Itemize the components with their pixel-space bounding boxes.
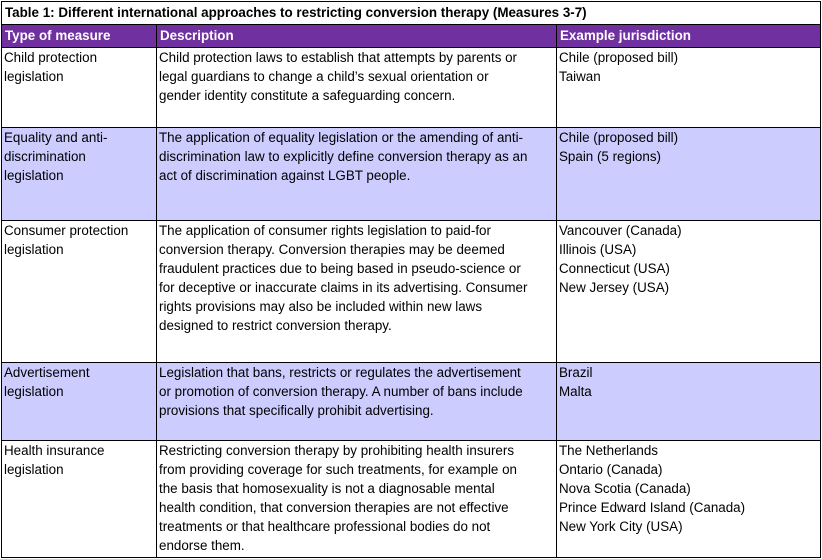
measure-type-cell: Health insurance legislation	[2, 441, 157, 558]
table-row	[2, 221, 821, 363]
table-header-row	[2, 25, 821, 48]
description-cell: Child protection laws to establish that attempts by parents or legal guardians to change a child’s sexual orientation or gender identity constitute a safeguarding concern.	[157, 48, 557, 128]
table-row	[2, 363, 821, 441]
header-description: Description	[157, 25, 557, 48]
table-row	[2, 128, 821, 221]
table-caption-row	[2, 2, 821, 25]
description-cell: Legislation that bans, restricts or regulates the advertisement or promotion of conversion therapy. A number of bans include provisions that specifically prohibit advertising.	[157, 363, 557, 441]
measure-type-cell: Consumer protection legislation	[2, 221, 157, 363]
measure-type-cell: Equality and anti- discrimination legislation	[2, 128, 157, 221]
description-cell: Restricting conversion therapy by prohibiting health insurers from providing coverage for such treatments, for example on the basis that homosexuality is not a diagnosable mental health condition, that conversion therapies are not effective treatments or that healthcare professional bodies do not endorse them.	[157, 441, 557, 558]
conversion-therapy-table-sheet	[1, 1, 820, 556]
measure-type-cell: Child protection legislation	[2, 48, 157, 128]
measure-type-cell: Advertisement legislation	[2, 363, 157, 441]
jurisdiction-cell: Vancouver (Canada) Illinois (USA) Connecticut (USA) New Jersey (USA)	[557, 221, 821, 363]
jurisdiction-cell: Brazil Malta	[557, 363, 821, 441]
table-row	[2, 441, 821, 558]
jurisdiction-cell: The Netherlands Ontario (Canada) Nova Scotia (Canada) Prince Edward Island (Canada) New York City (USA)	[557, 441, 821, 558]
jurisdiction-cell: Chile (proposed bill) Spain (5 regions)	[557, 128, 821, 221]
description-cell: The application of consumer rights legislation to paid-for conversion therapy. Conversion therapies may be deemed fraudulent practices due to being based in pseudo-science or for deceptive or inaccurate claims in its advertising. Consumer rights provisions may also be included within new laws designed to restrict conversion therapy.	[157, 221, 557, 363]
table-row	[2, 48, 821, 128]
measures-table	[1, 1, 821, 558]
description-cell: The application of equality legislation or the amending of anti- discrimination law to explicitly define conversion therapy as an act of discrimination against LGBT people.	[157, 128, 557, 221]
jurisdiction-cell: Chile (proposed bill) Taiwan	[557, 48, 821, 128]
header-type-of-measure: Type of measure	[2, 25, 157, 48]
table-caption: Table 1: Different international approaches to restricting conversion therapy (Measures 3-7)	[2, 2, 821, 25]
header-example-jurisdiction: Example jurisdiction	[557, 25, 821, 48]
